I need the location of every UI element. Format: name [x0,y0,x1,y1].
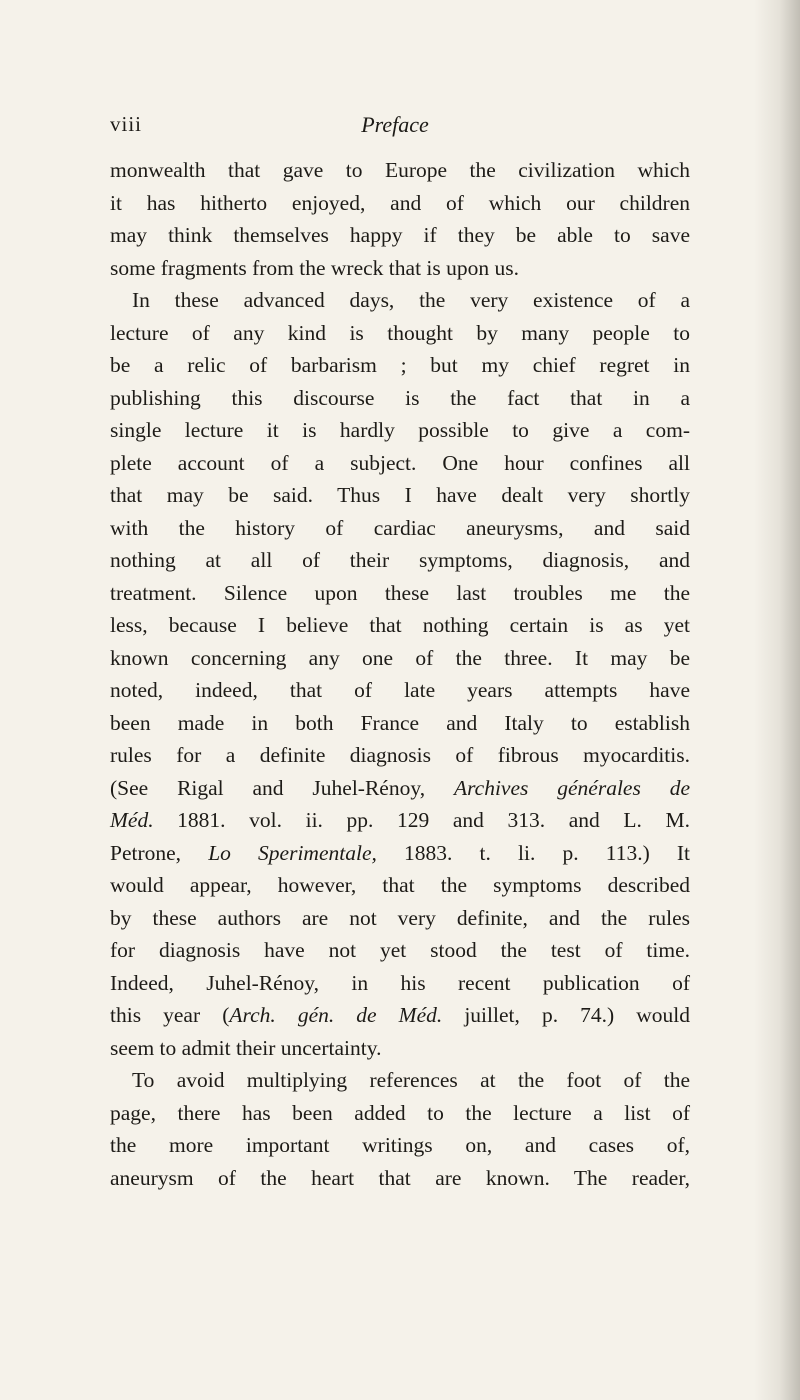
text-run: 1881. vol. ii. pp. 129 and 313. and L. M. [153,808,690,832]
italic-citation: Arch. gén. de Méd. [229,1003,443,1027]
text-run: this year ( [110,1003,230,1027]
text-line: known concerning any one of the three. It may be [110,645,690,670]
italic-citation: Méd. [110,808,154,832]
text-line: To avoid multiplying references at the foot of the [132,1068,690,1092]
page-edge-shadow [754,0,800,1400]
text-line: In these advanced days, the very existence of a [132,288,690,312]
text-line: less, because I believe that nothing certain is as yet [110,613,690,637]
text-line: some fragments from the wreck that is upon us. [110,255,520,280]
text-line: aneurysm of the heart that are known. The reader, [110,1165,690,1190]
text-line: Indeed, Juhel-Rénoy, in his recent publication of [110,970,690,995]
text-line: noted, indeed, that of late years attempts have [110,678,690,702]
text-run: (See Rigal and Juhel-Rénoy, [110,775,454,800]
text-line: the more important writings on, and cases of, [110,1133,690,1157]
text-line: publishing this discourse is the fact that in a [110,385,690,410]
text-line: lecture of any kind is thought by many people to [110,320,690,345]
page-header [110,112,680,142]
text-line: plete account of a subject. One hour confines all [110,450,690,475]
page-number: viii [110,112,143,136]
text-line: treatment. Silence upon these last troubles me the [110,580,690,605]
text-line: it has hitherto enjoyed, and of which our children [110,190,690,215]
text-line: by these authors are not very definite, and the rules [110,905,690,930]
text-line: nothing at all of their symptoms, diagnosis, and [110,548,690,572]
text-run: Petrone, [110,840,209,865]
body-text [110,154,690,1194]
text-line: be a relic of barbarism ; but my chief regret in [110,353,690,377]
text-line: page, there has been added to the lecture a list of [110,1100,690,1125]
text-line: would appear, however, that the symptoms described [110,873,690,897]
italic-citation: Lo Sperimentale, [208,840,377,865]
text-line: may think themselves happy if they be able to save [110,223,690,247]
text-line: rules for a definite diagnosis of fibrous myocarditis. [110,743,690,767]
text-line: seem to admit their uncertainty. [110,1035,382,1060]
text-line: single lecture it is hardly possible to give a com- [110,418,690,442]
text-line [110,999,690,1032]
italic-citation: Archives générales de [453,775,690,800]
text-run: juillet, p. 74.) would [442,1003,691,1027]
text-line [110,837,690,870]
text-line: with the history of cardiac aneurysms, and said [110,515,690,540]
text-line [110,772,690,805]
text-line [110,804,690,837]
text-line: been made in both France and Italy to establish [110,710,690,735]
text-line: monwealth that gave to Europe the civilization which [110,158,690,182]
text-line: that may be said. Thus I have dealt very shortly [110,483,690,507]
text-run: 1883. t. li. p. 113.) It [376,840,690,865]
text-line: for diagnosis have not yet stood the test of time. [110,938,690,962]
running-title: Preface [361,112,429,137]
